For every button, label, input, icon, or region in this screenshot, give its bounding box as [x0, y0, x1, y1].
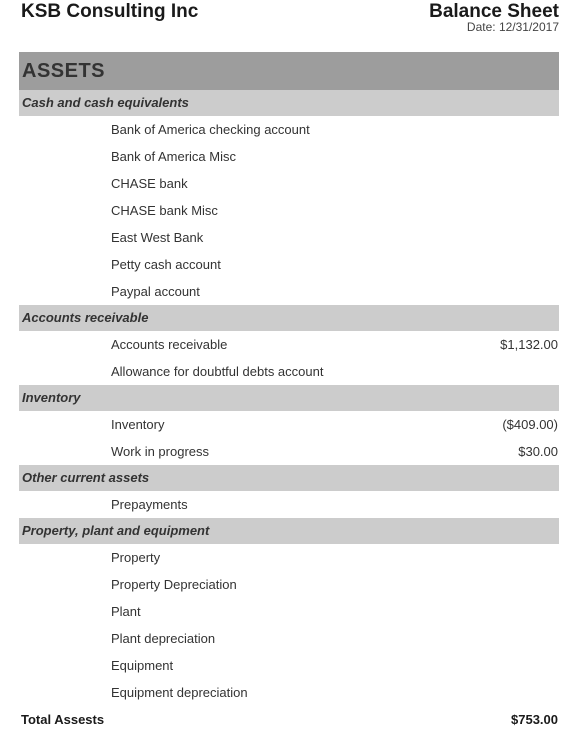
report-date: Date: 12/31/2017 — [466, 20, 559, 34]
account-label: Prepayments — [111, 497, 188, 512]
account-amount: ($409.00) — [502, 417, 558, 432]
total-assets-row — [19, 706, 559, 734]
account-label: Bank of America checking account — [111, 122, 310, 137]
account-label: Accounts receivable — [111, 337, 228, 352]
account-label: Petty cash account — [111, 257, 221, 272]
account-row — [19, 598, 559, 625]
account-row — [19, 278, 559, 305]
account-label: Paypal account — [111, 284, 200, 299]
account-label: East West Bank — [111, 230, 204, 245]
report-title: Balance Sheet — [429, 1, 559, 22]
account-amount: $30.00 — [518, 444, 558, 459]
account-row — [19, 331, 559, 358]
section-header: Accounts receivable — [19, 305, 559, 331]
account-label: Plant — [111, 604, 141, 619]
account-label: Equipment — [111, 658, 174, 673]
account-row — [19, 143, 559, 170]
account-amount: $1,132.00 — [500, 337, 558, 352]
balance-sheet-table — [19, 52, 559, 734]
account-label: Bank of America Misc — [111, 149, 236, 164]
account-row — [19, 358, 559, 385]
account-row — [19, 625, 559, 652]
account-row — [19, 438, 559, 465]
account-row — [19, 116, 559, 143]
section-header: Property, plant and equipment — [19, 518, 559, 544]
account-row — [19, 251, 559, 278]
account-label: Property — [111, 550, 161, 565]
account-label: Work in progress — [111, 444, 210, 459]
account-row — [19, 652, 559, 679]
account-row — [19, 224, 559, 251]
report-header — [0, 0, 580, 50]
account-row — [19, 197, 559, 224]
account-row — [19, 544, 559, 571]
account-row — [19, 411, 559, 438]
account-row — [19, 170, 559, 197]
account-label: CHASE bank — [111, 176, 188, 191]
account-row — [19, 491, 559, 518]
account-label: CHASE bank Misc — [111, 203, 218, 218]
total-amount: $753.00 — [511, 712, 558, 727]
account-label: Inventory — [111, 417, 165, 432]
assets-heading: ASSETS — [19, 52, 559, 90]
account-label: Plant depreciation — [111, 631, 216, 646]
section-header: Cash and cash equivalents — [19, 90, 559, 116]
account-row — [19, 571, 559, 598]
total-label: Total Assests — [21, 712, 105, 727]
account-label: Property Depreciation — [111, 577, 237, 592]
section-header: Other current assets — [19, 465, 559, 491]
account-label: Equipment depreciation — [111, 685, 248, 700]
account-row — [19, 679, 559, 706]
company-name: KSB Consulting Inc — [21, 1, 199, 22]
account-label: Allowance for doubtful debts account — [111, 364, 324, 379]
section-header: Inventory — [19, 385, 559, 411]
